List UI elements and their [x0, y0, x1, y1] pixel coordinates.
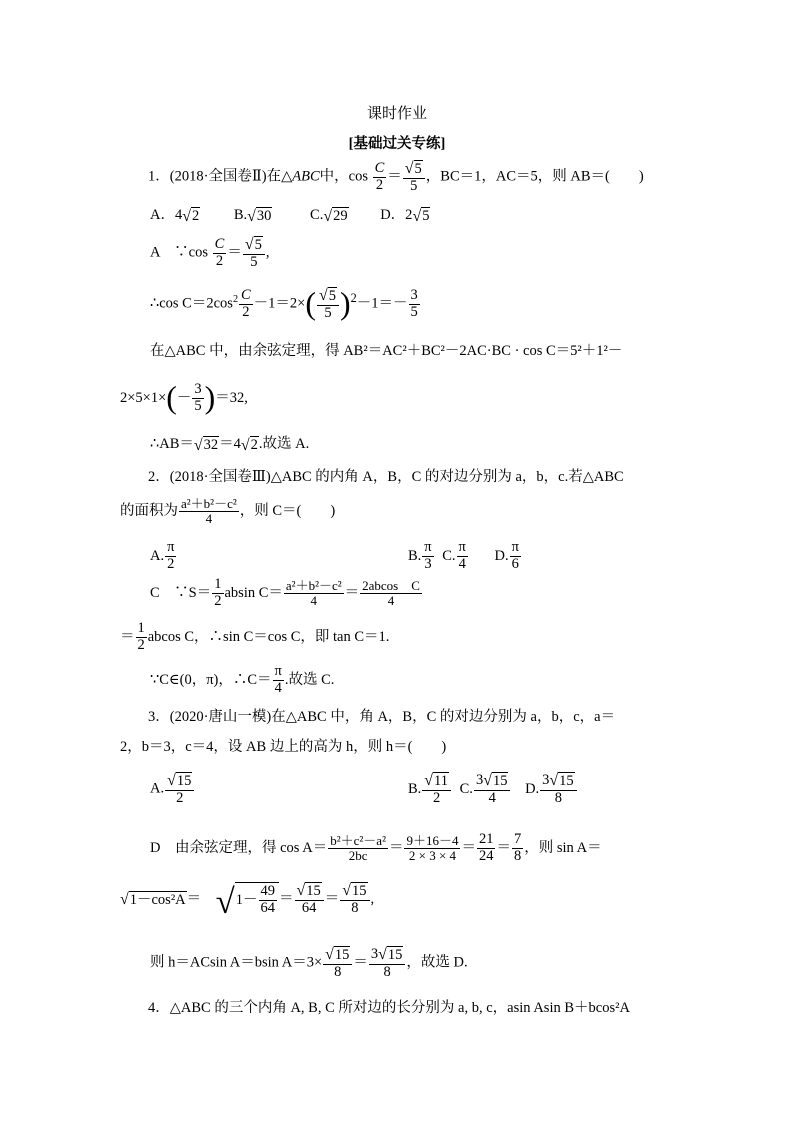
q3-option-c: C. 3 √ 15 4 — [460, 781, 512, 797]
page-title: 课时作业 — [366, 106, 427, 122]
q1-solution-line3: 在△ABC 中，由余弦定理，得 AB²＝AC²＋BC²－2AC·BC · cos C＝5²＋1²－ — [150, 343, 623, 359]
q1-option-d: D．2 √ 5 — [380, 207, 430, 225]
q2-solution-line2: ＝ $\frac{1}{2}$ abcos C，∴sin C＝cos C，即 tan C＝1. — [120, 620, 390, 653]
q2-frac-area: $\frac{\text{a²＋b²－c²}}{4}$ — [181, 496, 237, 527]
q1-solution-line1: A ∵cos $\frac{C}{2}$ ＝ √ 5 5 , — [150, 235, 270, 270]
q1-sol-frac-c2: $\frac{C}{2}$ — [214, 235, 225, 269]
q1-frac-3-5: $\frac{3}{5}$ — [410, 286, 418, 320]
q1-frac-c2: $\frac{C}{2}$ — [374, 159, 385, 193]
q1-solution-line5: ∴AB＝ √ 32 ＝4 √ 2 .故选 A. — [150, 436, 310, 454]
q1-stem-text: 1．(2018·全国卷Ⅱ)在△ — [148, 168, 293, 185]
q2-options-bcd — [408, 540, 522, 573]
q3-stem-line1: 3．(2020·唐山一模)在△ABC 中，角 A，B，C 的对边分别为 a，b，c，a＝ — [148, 709, 616, 725]
q3-solution-line1: D 由余弦定理，得 cos A＝ $\frac{\text{b²＋c²－a²}}{2bc}$ ＝ $\frac{9+16-4}{2 \times 3 \times 4}$ ＝ $\frac{21}{24}$ ＝ $\frac{7}{8}$ ，则 sin A＝ — [150, 831, 602, 864]
q2-option-b: B. $\frac{\pi}{3}$ — [408, 539, 432, 572]
q1-solution-line4: 2×5×1×(－ $\frac{3}{5}$ )＝32, — [120, 380, 248, 416]
q3-options-bcd — [408, 772, 578, 807]
q1-frac-r5-5: √ 5 5 — [403, 160, 425, 195]
q1-option-b: B. √ 30 — [233, 207, 272, 225]
q1-options — [150, 207, 430, 225]
q2-option-d: D. $\frac{\pi}{6}$ — [494, 539, 519, 572]
q1-stem: 1．(2018·全国卷Ⅱ)在△ABC中，cos $\frac{C}{2}$ ＝ √ 5 5 ，BC＝1，AC＝5，则 AB＝( ) — [148, 159, 644, 194]
q3-option-b: B. √ 11 2 — [408, 781, 452, 797]
q2-stem-line2: 的面积为 $\frac{\text{a²＋b²－c²}}{4}$ ，则 C＝( ) — [120, 496, 336, 527]
q4-stem: 4．△ABC 的三个内角 A, B, C 所对边的长分别为 a, b, c，asin Asin B＋bcos²A — [148, 1000, 630, 1016]
q2-solution-line1: C ∵S＝ $\frac{1}{2}$ absin C＝ $\frac{\text{a²＋b²－c²}}{4}$ ＝ $\frac{\text{2abcos C}}{4}$ — [150, 576, 420, 609]
q3-stem-line2: 2，b＝3，c＝4，设 AB 边上的高为 h，则 h＝( ) — [120, 739, 447, 755]
q1-solution-line2: ∴cos $C=2\cos^2$ $\frac{C}{2}$ －1＝2×( √ 5 5 )$^2$－1＝－ $\frac{3}{5}$ — [150, 285, 418, 321]
section-heading: [基础过关专练] — [348, 136, 446, 152]
q1-option-a: A．4 √ 2 — [150, 207, 200, 225]
q2-option-a: A. $\frac{\pi}{2}$ — [150, 539, 175, 572]
q3-option-d: D. 3 √ 15 8 — [525, 781, 578, 797]
q1-sol2-frac-r5: √ 5 5 — [317, 287, 339, 322]
q1-sol-frac-r5: √ 5 5 — [243, 236, 265, 271]
q1-abc: ABC — [292, 168, 320, 185]
q1-sol4-frac-3-5: $\frac{3}{5}$ — [194, 381, 202, 414]
q3-option-a: A. √ 15 2 — [150, 772, 195, 807]
q2-stem-line1: 2．(2018·全国卷Ⅲ)△ABC 的内角 A，B，C 的对边分别为 a，b，c.若△ABC — [148, 469, 624, 485]
q1-sol2-frac-c2: $\frac{C}{2}$ — [241, 286, 251, 320]
q1-answer-letter: A — [150, 244, 160, 261]
q2-option-c: C. $\frac{\pi}{4}$ — [442, 539, 466, 572]
q3-solution-line3: 则 h＝ACsin A＝bsin A＝3× √ 15 8 ＝ 3 √ 15 8 ，故选 D. — [150, 946, 468, 980]
q1-stem-text2: 中，cos — [319, 168, 372, 185]
q2-solution-line3: ∵C∈(0，π)，∴C＝ $\frac{\pi}{4}$ .故选 C. — [150, 663, 335, 696]
q1-option-c: C. √ 29 — [310, 207, 348, 225]
q1-stem-text3: ，BC＝1，AC＝5，则 AB＝( ) — [425, 168, 644, 185]
q3-solution-line2: √ 1－cos²A ＝ √ 1－ $\frac{49}{64}$ ＝ √ 15 64 ＝ √ 15 8 , — [120, 881, 375, 921]
